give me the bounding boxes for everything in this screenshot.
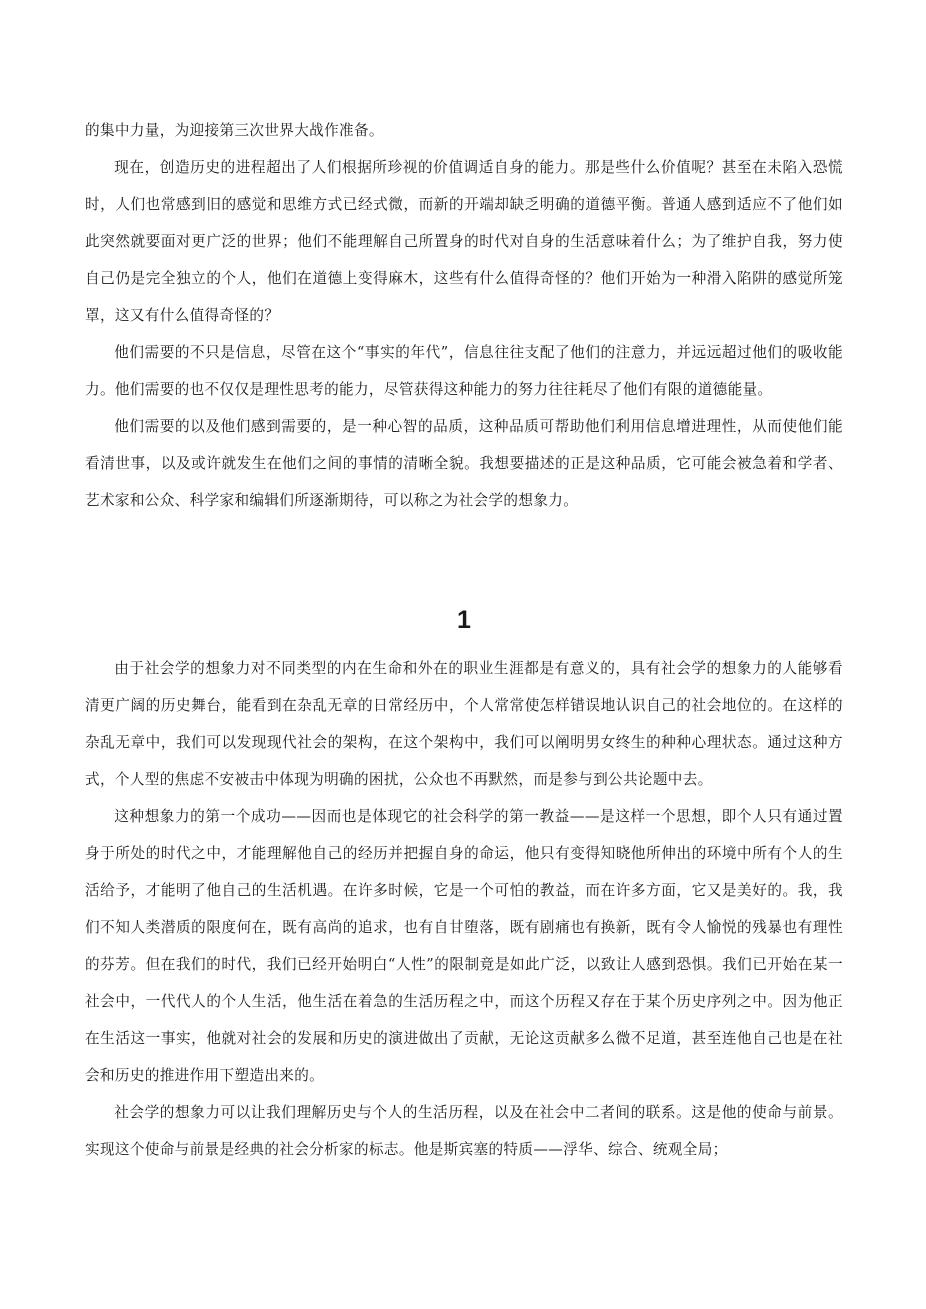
section-body bbox=[85, 650, 843, 1168]
paragraph: 现在，创造历史的进程超出了人们根据所珍视的价值调适自身的能力。那是些什么价值呢？甚至在未陷入恐慌时，人们也常感到旧的感觉和思维方式已经式微，而新的开端却缺乏明确的道德平衡。普通人感到适应不了他们如此突然就要面对更广泛的世界；他们不能理解自己所置身的时代对自身的生活意味着什么；为了维护自我，努力使自己仍是完全独立的个人，他们在道德上变得麻木，这些有什么值得奇怪的？他们开始为一种滑入陷阱的感觉所笼罩，这又有什么值得奇怪的？ bbox=[85, 159, 843, 324]
paragraph: 由于社会学的想象力对不同类型的内在生命和外在的职业生涯都是有意义的，具有社会学的想象力的人能够看清更广阔的历史舞台，能看到在杂乱无章的日常经历中，个人常常使怎样错误地认识自己的社会地位的。在这样的杂乱无章中，我们可以发现现代社会的架构，在这个架构中，我们可以阐明男女终生的种种心理状态。通过这种方式，个人型的焦虑不安被击中体现为明确的困扰，公众也不再默然，而是参与到公共论题中去。 bbox=[85, 660, 843, 788]
paragraph: 这种想象力的第一个成功——因而也是体现它的社会科学的第一教益——是这样一个思想，即个人只有通过置身于所处的时代之中，才能理解他自己的经历并把握自身的命运，他只有变得知晓他所伸出的环境中所有个人的生活给予，才能明了他自己的生活机遇。在许多时候，它是一个可怕的教益，而在许多方面，它又是美好的。我，我们不知人类潜质的限度何在，既有高尚的追求，也有自甘堕落，既有剧痛也有换新，既有令人愉悦的残暴也有理性的芬芳。但在我们的时代，我们已经开始明白“人性”的限制竟是如此广泛，以致让人感到恐惧。我们已开始在某一社会中，一代代人的个人生活，他生活在着急的生活历程之中，而这个历程又存在于某个历史序列之中。因为他正在生活这一事实，他就对社会的发展和历史的演进做出了贡献，无论这贡献多么微不足道，甚至连他自己也是在社会和历史的推进作用下塑造出来的。 bbox=[85, 808, 843, 1084]
paragraph: 他们需要的不只是信息，尽管在这个“事实的年代”，信息往往支配了他们的注意力，并远远超过他们的吸收能力。他们需要的也不仅仅是理性思考的能力，尽管获得这种能力的努力往往耗尽了他们有限的道德能量。 bbox=[85, 344, 843, 398]
paragraph: 社会学的想象力可以让我们理解历史与个人的生活历程，以及在社会中二者间的联系。这是他的使命与前景。实现这个使命与前景是经典的社会分析家的标志。他是斯宾塞的特质——浮华、综合、统观全局； bbox=[85, 1104, 843, 1158]
section-number-heading: 1 bbox=[457, 606, 471, 634]
paragraph: 他们需要的以及他们感到需要的，是一种心智的品质，这种品质可帮助他们利用信息增进理性，从而使他们能看清世事，以及或许就发生在他们之间的事情的清晰全貌。我想要描述的正是这种品质，它可能会被急着和学者、艺术家和公众、科学家和编辑们所逐渐期待，可以称之为社会学的想象力。 bbox=[85, 418, 843, 509]
page-body bbox=[85, 112, 843, 1158]
intro-text bbox=[85, 112, 843, 519]
paragraph-continuation: 的集中力量，为迎接第三次世界大战作准备。 bbox=[85, 122, 384, 139]
